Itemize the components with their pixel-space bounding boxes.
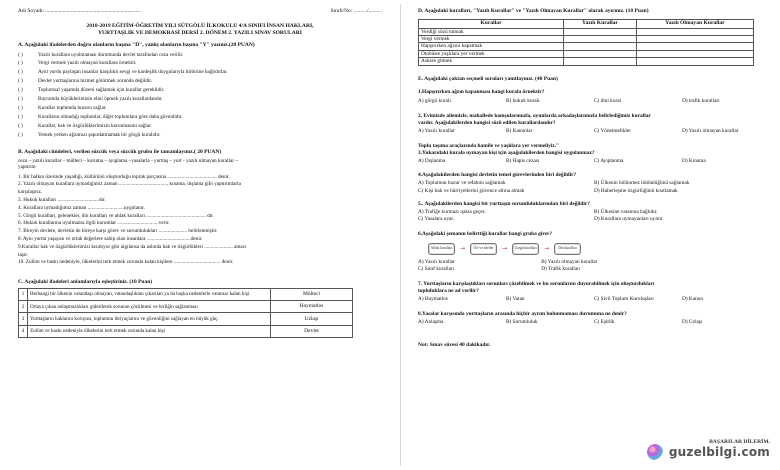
fill-in-item: taşır. [18,251,28,258]
section-b [18,149,382,267]
statement-text: Devlet yurttaşlarına hizmet götürmek zorunda değildir. [38,78,153,85]
classification-row [419,58,754,65]
true-false-item [18,104,382,113]
answer-blank[interactable]: ( ) [18,87,23,94]
class-label: Sınıfı/No: ........../.......... [330,8,382,14]
true-false-item [18,95,382,104]
word-bank: ceza – yazılı kurallar – mülteci – koruma – ayıplama –yasalarla - yurttaş – yurt - yazılı olmayan kurallar – yaptırım [18,157,238,171]
question-8-options: A) Anlaşma B) Sorumluluk C) Eşitlik D) Uzlaşı [418,319,703,326]
match-term: Mülteci [271,288,353,300]
fill-in-item: 2. Yazılı olmayan kurallara uymadığımız zaman ....................................., kınama, dışlama gibi yaptırımlarla [18,181,241,188]
diagram-arrow-icon: → [460,245,466,253]
rule-cell: Askere gitmek [419,58,564,65]
brand-watermark: guzelbilgi.com [668,445,770,460]
good-luck-text: BAŞARILAR DİLERİM. [709,438,770,445]
diagram-chip-customs: Örf ve adetler [470,243,497,255]
match-number[interactable]: 4 [19,325,28,337]
answer-blank[interactable]: ( ) [18,122,23,129]
section-e [418,76,770,349]
matching-row [19,301,353,313]
classification-row [419,28,754,35]
true-false-item [18,86,382,95]
answer-blank[interactable]: ( ) [18,78,23,85]
section-a-title: A. Aşağıdaki ifadelerden doğru olanların başına "D", yanlış olanların başına "Y" yazınız.(20 PUAN) [18,41,255,48]
brand-logo-icon [647,444,663,460]
classification-table [418,19,754,66]
classification-header: Yazılı Olmayan Kurallar [636,19,753,28]
unwritten-rule-cell[interactable] [636,50,753,57]
answer-blank[interactable]: ( ) [18,51,23,58]
question-3-options: A) Dışlanma B) Hapis cezası C) Ayıplanma D) Kınama [418,157,706,164]
matching-row [19,288,353,300]
fill-in-item: 7. Bireyin devlete, devletin de bireye karşı görev ve sorumlulukları ...................... belirlenmiştir. [18,228,218,235]
exam-duration-note: Not: Sınav süresi 40 dakikadır. [418,341,491,348]
match-term: Uzlaşı [271,313,353,325]
left-column [18,8,382,338]
unwritten-rule-cell[interactable] [636,35,753,42]
answer-blank[interactable]: ( ) [18,113,23,120]
statement-text: Vergi vermek yazılı olmayan kurallara örnektir. [38,60,137,67]
answer-blank[interactable]: ( ) [18,104,23,111]
classification-header: Kurallar [419,19,564,28]
matching-row [19,325,353,337]
unwritten-rule-cell[interactable] [636,28,753,35]
rule-cell: Vergi vermek [419,35,564,42]
match-statement: Yurttaşların haklarını koruyan, toplumun ihtiyaçlarını ve güvenliğini sağlayan en büyük güç. [28,313,271,325]
fill-in-item: 8. Aynı yurtta yaşayan ve ortak değerlere sahip olan insanlara ..................................denir. [18,235,203,242]
match-term: Devlet [271,325,353,337]
rule-cell: Otobüste yaşlılara yer vermek [419,50,564,57]
fill-in-item: 10. Zulüm ve baskı nedeniyle, ülkelerini terk etmek zorunda kalan kişilere .................................... denir. [18,259,234,266]
statement-text: Yemek yerken ağzımızı şapırdatmamak bir görgü kuralıdır. [38,131,161,138]
fill-in-item: 4. Kurallara uymadığımız zaman ............................uygulanır. [18,204,145,211]
statement-text: Kuralların olmadığı toplumlar, diğer toplumlara göre daha güvenlidir. [38,113,183,120]
statement-text: Kurallar, hak ve özgürlüklerimizin korunmasını sağlar. [38,122,152,129]
rules-diagram [428,243,770,255]
true-false-item [18,59,382,68]
diagram-chip-ethics: Ahlak kuralları [428,243,455,255]
answer-blank[interactable]: ( ) [18,95,23,102]
rule-cell: Verdiği sözü tutmak [419,28,564,35]
true-false-item [18,50,382,59]
section-c [18,279,382,338]
question-5-options: A) Trafiğe kurmazı ışıkta geçer. B) Ülkesine vatanına bağlıdır. C) Yasalara uyar. D) Kurallara uymayanları uyarır. [418,208,664,223]
question-2: 2. Evimizde ailemizle, mahallede komşularımızla, oyunlarda arkadaşlarımızla belirlediğimiz kurallar vardır. Aşağıdakilerden hangisi sözü edilen kurallardandır? A) Yazılı kurallar B) Kanunlar C) Yönetmelikler D) Yazılı olmayan kurallar [418,113,770,134]
question-2-options: A) Yazılı kurallar B) Kanunlar C) Yönetmelikler D) Yazılı olmayan kurallar [418,127,739,134]
fill-in-item: karşılaşırız. [18,189,43,196]
diagram-arrow-icon: → [502,245,508,253]
question-6-options: A) Yazılı kurallar B) Yazılı olmayan kurallar C) Sınıf kuralları D) Trafik kuralları [418,258,598,273]
question-6: 6.Aşağıdaki şemanın belirttiği kurallar hangi gruba girer? Ahlak kuralları → Örf ve adetler → Görgü kuralları → Din kuralları A) Yazılı kurallar B) Yazılı olmayan kurallar C) Sınıf kuralları D) Trafik kuralları [418,231,770,273]
diagram-arrow-icon: → [544,245,550,253]
question-3: Toplu taşıma araçlarında hamile ve yaşlılara yer vermeliyiz." 3.Yukarıdaki kurala uymayan kişi için aşağıdakilerden hangisi uygulanmaz? A) Dışlanma B) Hapis cezası C) Ayıplanma D) Kınama [418,143,770,164]
match-number[interactable]: 3 [19,313,28,325]
classification-header: Yazılı Kurallar [564,19,637,28]
rule-cell: Hapşırırken ağzını kapatmak [419,43,564,50]
fill-in-item: 5. Görgü kuralları, gelenekler, din kuralları ve ahlak kuralları .............................................. dır. [18,212,214,219]
site-badge [647,439,770,460]
true-false-item [18,113,382,122]
match-statement: Zulüm ve baskı nedeniyle ülkelerini terk etmek zorunda kalan kişi [28,325,271,337]
statement-text: Yazılı kurallara uyulmaması durumunda devlet tarafından ceza verilir. [38,51,184,58]
match-number[interactable]: 1 [19,288,28,300]
exam-title: 2018-2019 EĞİTİM-ÖĞRETİM YILI SÜTGÖLÜ İLKOKULU 4/A SINIFI İNSAN HAKLARI, YURTTAŞLIK VE DEMOKRASİ DERSİ 2. DÖNEM 2. YAZILI SINAV SORULARI [86,22,314,36]
matching-row [19,313,353,325]
fill-in-item: 6. Hukuk kurallarına uyulmazsa ilgili kurumlar ................................verir. [18,220,170,227]
section-d-title: D. Aşağıdaki kuralları, "Yazılı Kurallar" ve "Yazılı Olmayan Kurallar" olarak ayırınız. (10 Puan) [418,8,649,14]
fill-in-list [18,174,382,268]
question-5: 5.. Aşağıdakilerden hangisi bir yurttaşın sorumluluklarından biri değildir? A) Trafiğe kurmazı ışıkta geçer. B) Ülkesine vatanına bağlıdır. C) Yasalara uyar. D) Kurallara uymayanları uyarır. [418,201,770,223]
diagram-chip-manners: Görgü kuralları [512,243,539,255]
match-number[interactable]: 2 [19,301,28,313]
column-divider [400,4,401,466]
question-7: 7. Yurttaşların karşılaştıkları sorunları çözebilmek ve bu sorunlarını duyurabilmek için oluşturdukları topluluklara ne ad verilir? A) Haymatlos B) Vatan C) Sivil Toplum Kuruluşları D) Kanun [418,281,770,302]
statement-text: Ayni yurdu paylaşan insanlar karşılıklı sevgi ve kardeşlik duygularıyla birbirine bağlıdırlar. [38,69,228,76]
diagram-chip-religion: Din kuralları [554,243,581,255]
statement-text: Bayramda büyüklerimizin elini öpmek yazılı kurallardandır. [38,95,163,102]
section-d [418,8,770,66]
student-info-line [18,8,382,15]
answer-blank[interactable]: ( ) [18,60,23,67]
fill-in-item: 1. Bir halkın üzerinde yaşadığı, kültürünü oluşturduğu toprak parçasına ...................................... denir. [18,173,230,180]
section-c-title: C. Aşağıdaki ifadeleri anlamlarıyla eşleştiriniz. (10 Puan) [18,279,153,286]
classification-row [419,43,754,50]
question-4-options: A) Toplumun huzur ve refahını sağlamak B) Ülkenin bölünmez bütünlüğünü sağlamak C) Kişi hak ve hürriyetlerini güvence altına almak D) Haberleşme özgürlüğünü kısıtlamak [418,180,690,194]
section-b-title: B. Aşağıdaki cümleleri, verilen sözcük veya sözcük grubu ile tamamlayınız.( 20 PUAN) [18,149,222,156]
true-false-item [18,77,382,86]
fill-in-item: 9.Kurallar hak ve özgürlüklerimizi kısıtlıyor gibi algılansa da aslında hak ve özgürlükleri ...................... amacı [18,243,247,250]
section-a [18,42,382,140]
question-1-options: A) görgü kuralı B) hukuk kuralı C) dini kural D) trafik kuralları [418,97,720,104]
written-rule-cell[interactable] [564,58,637,65]
right-column [418,8,770,349]
unwritten-rule-cell[interactable] [636,58,753,65]
true-false-item [18,130,382,139]
name-label: Adı Soyadı: ....................................................................... [18,8,141,14]
match-statement: Ortaya çıkan anlaşmazlıkları giderilerek sorunun çözülmesi ve birliğin sağlanması [28,301,271,313]
classification-row [419,50,754,57]
question-7-options: A) Haymatlos B) Vatan C) Sivil Toplum Kuruluşları D) Kanun [418,295,704,302]
section-e-title: E. Aşağıdaki çoktan seçmeli soruları yanıtlayınız. (40 Puan) [418,75,558,82]
true-false-item [18,121,382,130]
match-term: Haymatlos [271,301,353,313]
statement-text: Kurallar toplumda huzuru sağlar. [38,104,107,111]
true-false-item [18,68,382,77]
classification-row [419,35,754,42]
fill-in-item: 3. Hukuk kuralları ................................dır. [18,196,106,203]
written-rule-cell[interactable] [564,35,637,42]
match-statement: Herhangi bir ülkenin vatandaşı olmayan, vatandaşlıktan çıkarılan ya da başka nedenlerle vatansız kalan kişi [28,288,271,300]
question-1: 1.Hapşırırken ağzın kapanması hangi kurala örnektir? A) görgü kuralı B) hukuk kuralı C) dini kural D) trafik kuralları [418,89,770,104]
written-rule-cell[interactable] [564,43,637,50]
true-false-list [18,50,382,139]
question-8: 8.Yasalar karşısında yurttaşların arasında hiçbir ayrım bulunmaması durumuna ne denir? A) Anlaşma B) Sorumluluk C) Eşitlik D) Uzlaşı [418,311,770,326]
unwritten-rule-cell[interactable] [636,43,753,50]
question-4: 4.Aşağıdakilerden hangisi devletin temel görevlerinden biri değildir? A) Toplumun huzur ve refahını sağlamak B) Ülkenin bölünmez bütünlüğünü sağlamak C) Kişi hak ve hürriyetlerini güvence altına almak D) Haberleşme özgürlüğünü kısıtlamak [418,172,770,194]
matching-table [18,288,353,338]
written-rule-cell[interactable] [564,28,637,35]
statement-text: Toplumsal yaşamda düzeni sağlamak için kurallar gereklidir. [38,87,165,94]
written-rule-cell[interactable] [564,50,637,57]
answer-blank[interactable]: ( ) [18,69,23,76]
answer-blank[interactable]: ( ) [18,131,23,138]
